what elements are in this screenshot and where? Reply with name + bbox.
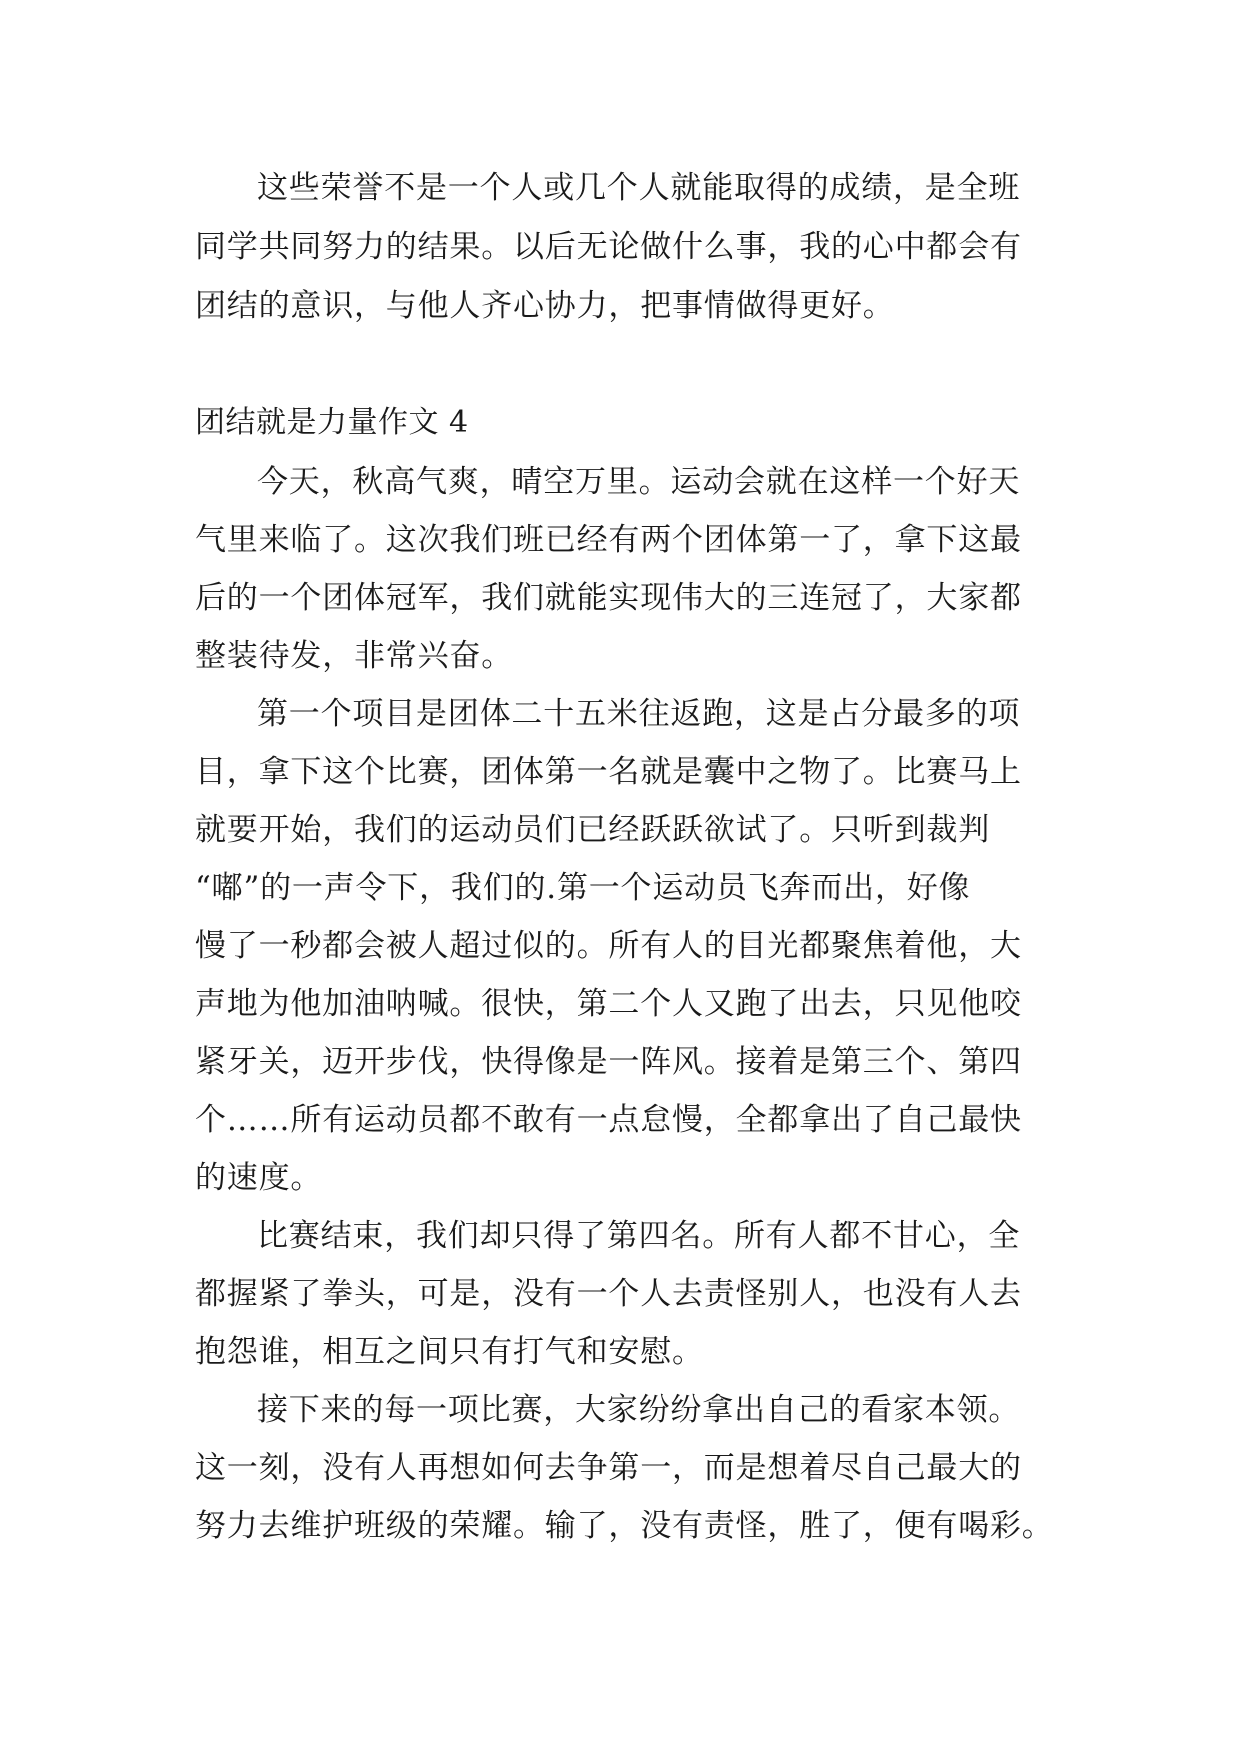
paragraph-line: 都握紧了拳头，可是，没有一个人去责怪别人，也没有人去 [195, 1276, 1022, 1312]
paragraph-line: 第一个项目是团体二十五米往返跑，这是占分最多的项 [257, 696, 1021, 732]
paragraph-line: 接下来的每一项比赛，大家纷纷拿出自己的看家本领。 [257, 1392, 1021, 1428]
paragraph-line: 整装待发，非常兴奋。 [195, 638, 513, 674]
paragraph-line: 目，拿下这个比赛，团体第一名就是囊中之物了。比赛马上 [195, 754, 1022, 790]
paragraph-line: 个……所有运动员都不敢有一点怠慢，全都拿出了自己最快 [195, 1102, 1022, 1138]
paragraph-line: 慢了一秒都会被人超过似的。所有人的目光都聚焦着他，大 [195, 928, 1022, 964]
paragraph-line: 的速度。 [195, 1160, 323, 1196]
paragraph-line: 今天，秋高气爽，晴空万里。运动会就在这样一个好天 [257, 464, 1021, 500]
paragraph-line: 团结的意识，与他人齐心协力，把事情做得更好。 [195, 288, 895, 324]
section-title: 团结就是力量作文 4 [195, 405, 469, 440]
paragraph-line: 这些荣誉不是一个人或几个人就能取得的成绩，是全班 [257, 170, 1021, 206]
paragraph-line: 声地为他加油呐喊。很快，第二个人又跑了出去，只见他咬 [195, 986, 1022, 1022]
paragraph-line: 就要开始，我们的运动员们已经跃跃欲试了。只听到裁判 [195, 812, 990, 848]
paragraph-line: 努力去维护班级的荣耀。输了，没有责怪，胜了，便有喝彩。 [195, 1508, 1054, 1544]
paragraph-line: 抱怨谁，相互之间只有打气和安慰。 [195, 1334, 704, 1370]
paragraph-line: 比赛结束，我们却只得了第四名。所有人都不甘心，全 [257, 1218, 1021, 1254]
paragraph-line: 紧牙关，迈开步伐，快得像是一阵风。接着是第三个、第四 [195, 1044, 1022, 1080]
paragraph-line: 这一刻，没有人再想如何去争第一，而是想着尽自己最大的 [195, 1450, 1022, 1486]
paragraph-line: “嘟”的一声令下，我们的.第一个运动员飞奔而出，好像 [195, 870, 971, 906]
paragraph-line: 同学共同努力的结果。以后无论做什么事，我的心中都会有 [195, 229, 1022, 265]
paragraph-line: 后的一个团体冠军，我们就能实现伟大的三连冠了，大家都 [195, 580, 1022, 616]
paragraph-line: 气里来临了。这次我们班已经有两个团体第一了，拿下这最 [195, 522, 1022, 558]
